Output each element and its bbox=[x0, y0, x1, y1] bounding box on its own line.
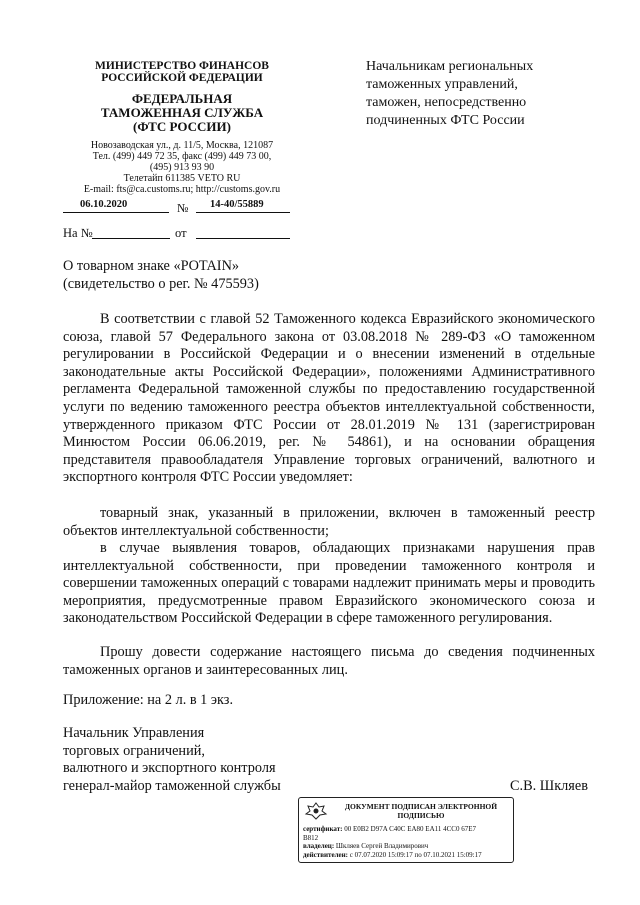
validity-label: действителен: bbox=[303, 850, 348, 859]
address-line-2: Тел. (499) 449 72 35, факс (499) 449 73 00, bbox=[92, 151, 272, 162]
owner-label: владелец: bbox=[303, 842, 335, 851]
signatory-line-2: торговых ограничений, bbox=[63, 742, 205, 759]
stamp-title-line-2: ПОДПИСЬЮ bbox=[397, 811, 445, 820]
emblem-icon bbox=[304, 801, 328, 821]
signatory-name: С.В. Шкляев bbox=[510, 778, 588, 794]
signatory-line-3: валютного и экспортного контроля bbox=[63, 760, 276, 777]
address-line-3: (495) 913 93 90 bbox=[149, 162, 215, 173]
body-paragraph-2: товарный знак, указанный в приложении, включен в таможенный реестр объектов интеллектуальной собственности; bbox=[63, 505, 595, 539]
body-paragraph-4: Прошу довести содержание настоящего письма до сведения подчиненных таможенных органов и заинтересованных лиц. bbox=[63, 644, 595, 678]
certificate-value-cont: B812 bbox=[303, 833, 319, 842]
stamp-owner bbox=[303, 842, 511, 851]
stamp-title bbox=[333, 802, 509, 820]
subject bbox=[63, 258, 259, 293]
certificate-label: сертификат: bbox=[303, 825, 343, 833]
service-line-3: (ФТС РОССИИ) bbox=[133, 119, 231, 134]
registration-date: 06.10.2020 bbox=[80, 199, 128, 210]
date-underline bbox=[63, 212, 169, 213]
sender-address bbox=[66, 140, 298, 195]
addressee-line-3: таможен, непосредственно bbox=[366, 95, 527, 110]
service-name bbox=[66, 92, 298, 134]
service-line-2: ТАМОЖЕННАЯ СЛУЖБА bbox=[100, 105, 264, 120]
address-line-1: Новозаводская ул., д. 11/5, Москва, 121087 bbox=[90, 140, 274, 151]
stamp-validity bbox=[303, 851, 511, 860]
subject-line-2: (свидетельство о рег. № 475593) bbox=[63, 275, 259, 292]
registration-number-label: № bbox=[177, 201, 189, 215]
address-line-4: Телетайп 611385 VETO RU bbox=[123, 173, 241, 184]
subject-line-1: О товарном знаке «POTAIN» bbox=[63, 258, 240, 274]
attachment-note: Приложение: на 2 л. в 1 экз. bbox=[63, 692, 234, 708]
body-paragraph-1: В соответствии с главой 52 Таможенного кодекса Евразийского экономического союза, главой 57 Федерального закона от 03.08.2018 № 289-ФЗ «О таможенном регулировании в Российской Федерации и о внесении изменений в отдельные законодательные акты Российской Федерации», положениями Административного регламента Федеральной таможенной службы по предоставлению государственной услуги по ведению таможенного реестра объектов интеллектуальной собственности, утвержденного приказом ФТС России от 28.01.2019 № 131 (зарегистрирован Минюстом России 06.06.2019, рег. № 54861), и на основании обращения представителя правообладателя Управление торговых ограничений, валютного и экспортного контроля ФТС России уведомляет: bbox=[63, 311, 595, 486]
stamp-certificate bbox=[303, 825, 511, 834]
address-line-5: E-mail: fts@ca.customs.ru; http://customs.gov.ru bbox=[83, 184, 281, 195]
addressee-block bbox=[366, 58, 606, 130]
signatory-title bbox=[63, 725, 281, 795]
reference-date-underline bbox=[196, 238, 290, 239]
stamp-details bbox=[303, 825, 511, 859]
reference-underline bbox=[92, 238, 170, 239]
certificate-value: 00 E0B2 D97A C40C EA80 EA11 4CC0 67E7 bbox=[344, 825, 476, 833]
reference-label: На № bbox=[63, 226, 93, 240]
reference-from-label: от bbox=[175, 226, 187, 240]
ministry-line-1: МИНИСТЕРСТВО ФИНАНСОВ bbox=[95, 60, 269, 72]
owner-value: Шкляев Сергей Владимирович bbox=[335, 842, 429, 851]
registration-number: 14-40/55889 bbox=[210, 199, 264, 210]
service-line-1: ФЕДЕРАЛЬНАЯ bbox=[131, 91, 233, 106]
addressee-line-2: таможенных управлений, bbox=[366, 77, 518, 92]
addressee-line-1: Начальникам региональных bbox=[366, 59, 534, 74]
signatory-line-4: генерал-майор таможенной службы bbox=[63, 777, 281, 794]
body-paragraph-3: в случае выявления товаров, обладающих признаками нарушения прав интеллектуальной собственности, при проведении таможенного контроля и совершении таможенных операций с товарами надлежит принимать меры и проводить мероприятия, предусмотренные правом Евразийского экономического союза и законодательством Российской Федерации в сфере таможенного регулирования. bbox=[63, 540, 595, 627]
stamp-title-line-1: ДОКУМЕНТ ПОДПИСАН ЭЛЕКТРОННОЙ bbox=[344, 802, 498, 811]
addressee-line-4: подчиненных ФТС России bbox=[366, 113, 525, 128]
signatory-line-1: Начальник Управления bbox=[63, 725, 205, 741]
validity-value: с 07.07.2020 15:09:17 по 07.10.2021 15:09:17 bbox=[349, 850, 482, 859]
number-underline bbox=[196, 212, 290, 213]
e-signature-stamp bbox=[298, 797, 514, 863]
ministry-name bbox=[66, 60, 298, 84]
ministry-line-2: РОССИЙСКОЙ ФЕДЕРАЦИИ bbox=[101, 72, 263, 84]
